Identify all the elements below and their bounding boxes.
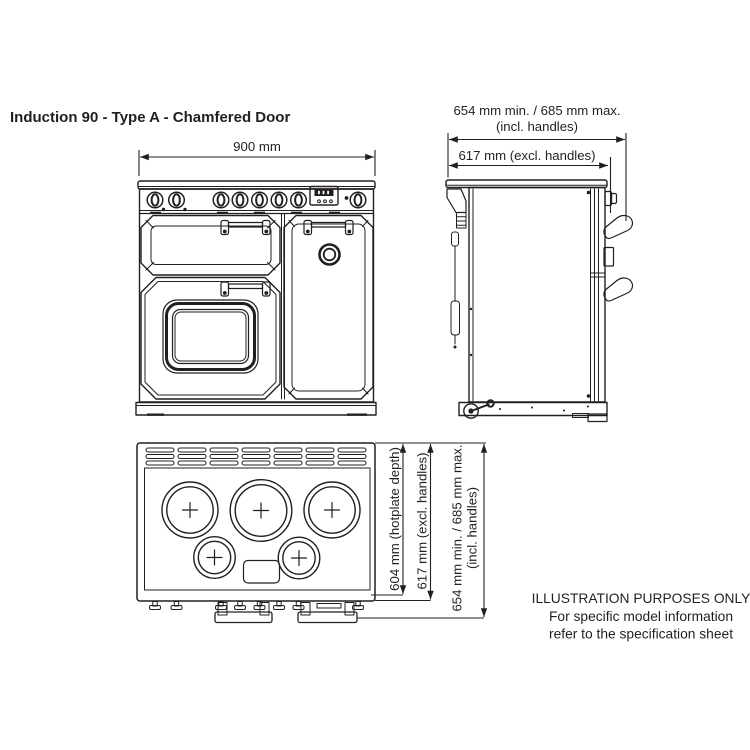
- control-knob: [232, 192, 248, 208]
- top-depth-excl-label: 617 mm (excl. handles): [414, 452, 430, 590]
- induction-zone: [230, 480, 292, 542]
- side-depth-incl-label-2: (incl. handles): [495, 119, 579, 134]
- side-depth-incl-label-1: 654 mm min. / 685 mm max.: [453, 103, 621, 118]
- hotplate-drawing: [137, 443, 375, 623]
- top-depth-incl-label-2: (incl. handles): [464, 486, 480, 570]
- top-view: [137, 443, 486, 623]
- front-width-dimension: [139, 139, 375, 176]
- disclaimer-line-1: ILLUSTRATION PURPOSES ONLY: [531, 591, 750, 606]
- knob-top-mark: [274, 602, 285, 610]
- page-title: Induction 90 - Type A - Chamfered Door: [10, 109, 291, 126]
- grill-door-handle: [221, 221, 270, 235]
- disclaimer-line-3: refer to the specification sheet: [548, 626, 734, 642]
- side-depth-excl-label: 617 mm (excl. handles): [458, 148, 596, 163]
- side-top-surface: [446, 180, 607, 188]
- cooker-side-drawing: [446, 180, 632, 422]
- front-top-band: [138, 181, 375, 189]
- front-view: [136, 139, 376, 416]
- indicator-dot: [345, 196, 349, 200]
- oven-window: [163, 300, 258, 373]
- induction-zone: [304, 482, 360, 538]
- front-width-label: 900 mm: [233, 139, 281, 154]
- side-handle-top: [604, 215, 633, 238]
- top-depth-incl-label-1: 654 mm min. / 685 mm max.: [449, 444, 465, 612]
- cooker-front-drawing: [136, 181, 376, 416]
- display-top-mark: [317, 604, 341, 609]
- side-handle-bottom: [604, 278, 633, 301]
- side-view: [446, 103, 632, 422]
- hotplate-outline: [137, 443, 375, 601]
- right-door-knob: [320, 245, 340, 265]
- hotplate-depth-label: 604 mm (hotplate depth): [387, 447, 402, 591]
- induction-zone: [162, 482, 218, 538]
- top-view-dimensions: [357, 443, 486, 618]
- knob-top-mark: [235, 602, 246, 610]
- hob-control-area: [244, 561, 280, 584]
- main-oven-door: [141, 278, 280, 400]
- side-body-outline: [469, 188, 605, 403]
- induction-zone: [194, 537, 236, 579]
- hotplate-surface: [145, 468, 371, 590]
- front-edge-fittings: [150, 602, 364, 623]
- control-knob: [169, 192, 185, 208]
- rear-flue: [447, 189, 466, 228]
- control-knob: [350, 192, 366, 208]
- indicator-dot: [183, 208, 186, 211]
- rear-bracket: [451, 232, 460, 349]
- knob-top-mark: [150, 602, 161, 610]
- control-knob: [147, 192, 163, 208]
- control-knob: [213, 192, 229, 208]
- disclaimer-note: [532, 591, 750, 642]
- induction-zone: [278, 537, 320, 579]
- grill-door: [141, 216, 280, 276]
- control-knob: [291, 192, 307, 208]
- knob-top-mark: [171, 602, 182, 610]
- main-oven-handle: [221, 282, 270, 296]
- vent-slats: [146, 448, 366, 465]
- front-plinth: [136, 403, 376, 416]
- control-panel: [140, 187, 374, 214]
- control-knob: [252, 192, 268, 208]
- right-door: [284, 216, 373, 400]
- side-plinth: [459, 403, 607, 422]
- right-door-handle: [304, 221, 353, 235]
- disclaimer-line-2: For specific model information: [548, 609, 734, 624]
- hotplate-depth-dimension: [371, 444, 403, 595]
- indicator-dot: [162, 208, 165, 211]
- control-knob: [271, 192, 287, 208]
- handle-top-mark: [298, 603, 357, 623]
